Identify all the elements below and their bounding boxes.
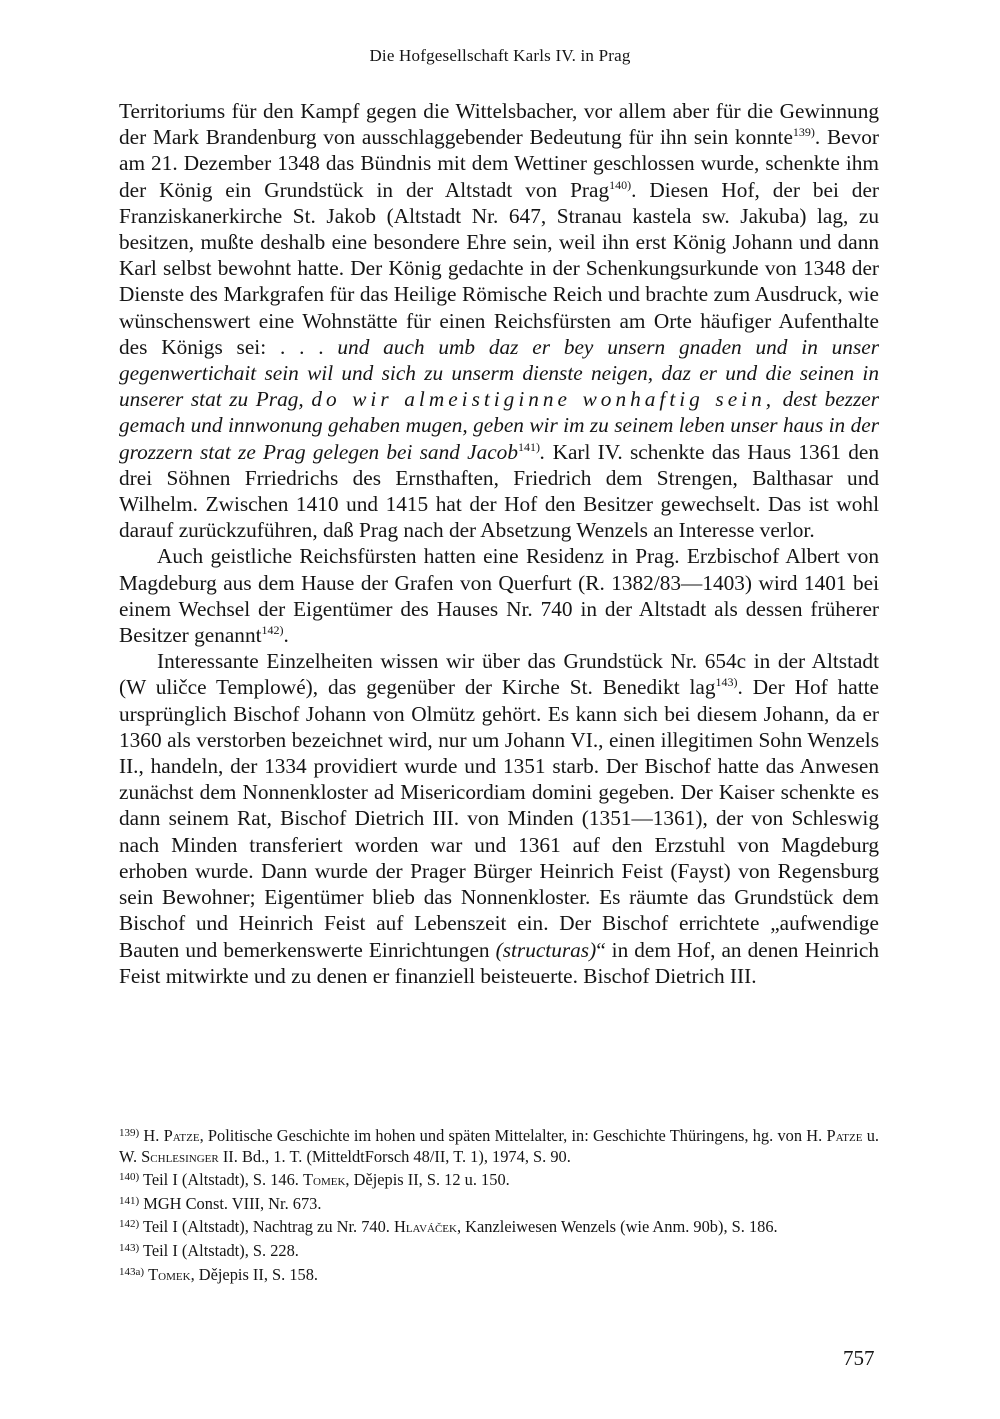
- footnote: [119, 1241, 879, 1262]
- paragraph: [119, 543, 879, 648]
- text-run: . Diesen Hof, der bei der Franziskanerkirche St. Jakob (Altstadt Nr. 647, Stranau kastela sw. Jakuba) lag, zu besitzen, mußte deshalb eine besondere Ehre sein, weil ihn erst König Johann und dann Karl selbst bewohnt hatte. Der König gedachte in der Schenkungsurkunde von 1348 der Dienste des Markgrafen für das Heilige Römische Reich und brachte zum Ausdruck, wie wünschenswert eine Wohnstätte für einen Reichsfürsten am Orte häufiger Aufenthalte des Königs sei: . . .: [119, 177, 879, 359]
- text-run: , Dějepis II, S. 158.: [190, 1264, 319, 1284]
- footnote-number: 141): [119, 1194, 140, 1207]
- author-name: Hlaváček: [394, 1217, 457, 1237]
- running-head: Die Hofgesellschaft Karls IV. in Prag: [369, 46, 631, 65]
- text-run: Teil I (Altstadt), S. 146.: [139, 1170, 303, 1190]
- footnote: [119, 1126, 879, 1167]
- text-run: Teil I (Altstadt), S. 228.: [139, 1240, 299, 1260]
- footnote-ref: 141): [517, 439, 540, 454]
- text-run: u. W.: [119, 1126, 879, 1166]
- text-run: II. Bd., 1. T. (MitteldtForsch 48/II, T. 1), 1974, S. 90.: [218, 1146, 571, 1166]
- body-text: [119, 98, 879, 989]
- text-run: , Dějepis II, S. 12 u. 150.: [345, 1170, 510, 1190]
- footnote-number: 143): [119, 1241, 140, 1254]
- author-name: Tomek: [148, 1264, 191, 1284]
- text-run: do wir almeistiginne wonhaftig sein,: [311, 387, 776, 412]
- footnote-number: 139): [119, 1127, 140, 1139]
- footnote-ref: 142): [261, 623, 284, 638]
- paragraph: [119, 648, 879, 989]
- text-run: Interessante Einzelheiten wissen wir über das Grundstück Nr. 654c in der Altstadt (W uličce Templowé), das gegenüber der Kirche St. Benedikt lag: [119, 649, 879, 700]
- text-run: und auch umb daz er bey unsern gnaden und in unser gegenwertichait sein wil und sich zu unserm dienste neigen, daz er und die seinen in unserer stat zu Prag,: [119, 334, 879, 412]
- footnote-ref: 139): [792, 125, 815, 140]
- text-run: Auch geistliche Reichsfürsten hatten eine Residenz in Prag. Erzbischof Albert von Magdeburg aus dem Hause der Grafen von Querfurt (R. 1382/83—1403) wird 1401 bei einem Wechsel der Eigentümer des Hauses Nr. 740 in der Altstadt als dessen früherer Besitzer genannt: [119, 544, 879, 648]
- text-run: .: [283, 623, 289, 648]
- footnote-number: 143a): [119, 1265, 145, 1278]
- author-name: Schlesinger: [141, 1146, 219, 1166]
- text-run: .: [539, 439, 546, 464]
- footnotes: [119, 1126, 879, 1288]
- author-name: Tomek: [302, 1170, 346, 1190]
- text-run: dest bezzer gemach und innwonung gehaben mugen, geben wir im zu seinem leben unser haus in der grozzern stat ze Prag gelegen bei sand Jacob: [119, 387, 879, 464]
- footnote: [119, 1265, 879, 1286]
- text-run: H.: [139, 1126, 164, 1145]
- text-run: “ in dem Hof, an denen Heinrich Feist mitwirkte und zu denen er finanziell beisteuerte. Bischof Dietrich III.: [119, 937, 879, 988]
- footnote-number: 140): [119, 1171, 140, 1184]
- text-run: (structuras): [495, 937, 597, 962]
- author-name: Patze: [163, 1126, 200, 1145]
- footnote: [119, 1194, 879, 1215]
- author-name: Patze: [826, 1126, 863, 1145]
- text-run: , Politische Geschichte im hohen und späten Mittelalter, in: Geschichte Thüringens, hg. von H.: [199, 1126, 827, 1145]
- text-run: . Bevor am 21. Dezember 1348 das Bündnis mit dem Wettiner geschlossen wurde, schenkte ihm der König ein Grundstück in der Altstadt von Prag: [119, 125, 879, 202]
- text-run: Territoriums für den Kampf gegen die Wittelsbacher, vor allem aber für die Gewinnung der Mark Brandenburg von ausschlaggebender Bedeutung für ihn sein konnte: [119, 99, 879, 150]
- footnote: [119, 1217, 879, 1238]
- text-run: MGH Const. VIII, Nr. 673.: [139, 1193, 322, 1213]
- footnote-ref: 143): [715, 675, 738, 690]
- page-number: 757: [843, 1346, 875, 1370]
- text-run: Karl IV. schenkte das Haus 1361 den drei Söhnen Frriedrichs des Ernsthaften, Friedrich dem Strengen, Balthasar und Wilhelm. Zwischen 1410 und 1415 hat der Hof den Besitzer gewechselt. Das ist wohl darauf zurückzuführen, daß Prag nach der Absetzung Wenzels an Interesse verlor.: [119, 439, 879, 543]
- paragraph: [119, 98, 879, 543]
- text-run: Teil I (Altstadt), Nachtrag zu Nr. 740.: [139, 1217, 394, 1237]
- footnote: [119, 1170, 879, 1191]
- footnote-ref: 140): [609, 177, 632, 192]
- text-run: . Der Hof hatte ursprünglich Bischof Johann von Olmütz gehört. Es kann sich bei diesem Johann, da er 1360 als verstorben bezeichnet wird, nur um Johann VI., einen illegitimen Sohn Wenzels II., handeln, der 1334 providiert wurde und 1351 starb. Der Bischof hatte das Anwesen zunächst dem Nonnenkloster ad Misericordiam domini gegeben. Der Kaiser schenkte es dann seinem Rat, Bischof Dietrich III. von Minden (1351—1361), der von Schleswig nach Minden transferiert worden war und 1361 auf den Erzstuhl von Magdeburg erhoben wurde. Dann wurde der Prager Bürger Heinrich Feist (Fayst) von Regensburg sein Bewohner; Eigentümer blieb das Nonnenkloster. Es räumte das Grundstück dem Bischof und Heinrich Feist auf Lebenszeit ein. Der Bischof errichtete „aufwendige Bauten und bemerkenswerte Einrichtungen: [119, 675, 879, 962]
- text-run: , Kanzleiwesen Wenzels (wie Anm. 90b), S. 186.: [456, 1217, 778, 1237]
- footnote-number: 142): [119, 1218, 140, 1231]
